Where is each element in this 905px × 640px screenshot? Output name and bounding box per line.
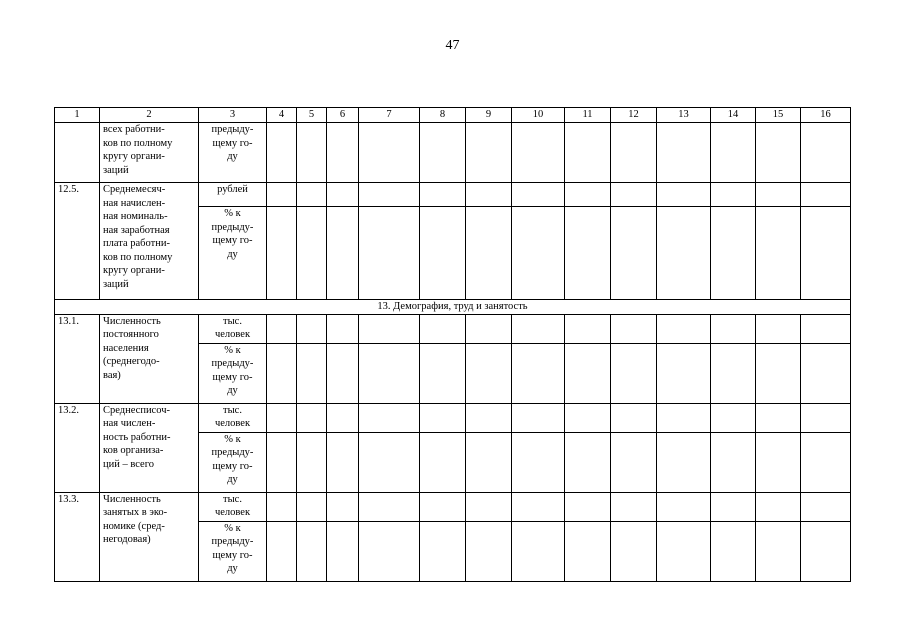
data-cell [359, 314, 420, 343]
data-cell [359, 343, 420, 403]
data-cell [711, 123, 756, 183]
data-cell [611, 183, 657, 207]
column-number-2 [100, 108, 199, 123]
indicator-name [100, 123, 199, 183]
row-number [55, 183, 100, 300]
unit-cell-text: тыс. человек [214, 493, 251, 518]
data-cell [466, 183, 512, 207]
column-number-13-text: 13 [678, 109, 689, 120]
data-cell [611, 123, 657, 183]
unit-cell-text: тыс. человек [214, 315, 251, 340]
unit-cell-text: предыду- щему го- ду [211, 124, 254, 162]
section-header [55, 300, 851, 315]
unit-cell [199, 314, 267, 343]
data-cell [267, 207, 297, 300]
unit-cell [199, 521, 267, 581]
column-number-13 [657, 108, 711, 123]
data-cell [657, 183, 711, 207]
data-cell [297, 123, 327, 183]
row-number-text: 12.5. [58, 184, 79, 195]
data-cell [512, 183, 565, 207]
column-number-2-text: 2 [146, 109, 152, 120]
row-number-text: 13.3. [58, 493, 79, 505]
data-cell [657, 492, 711, 521]
column-number-6-text: 6 [339, 109, 346, 120]
data-cell [327, 403, 359, 432]
data-cell [512, 521, 565, 581]
data-cell [565, 492, 611, 521]
data-cell [466, 343, 512, 403]
column-number-5-text: 5 [308, 109, 315, 120]
data-cell [756, 343, 801, 403]
column-number-7 [359, 108, 420, 123]
page-number: 47 [445, 38, 460, 53]
data-cell [801, 403, 851, 432]
data-cell [297, 314, 327, 343]
data-cell [512, 492, 565, 521]
data-cell [420, 207, 466, 300]
data-cell [327, 207, 359, 300]
row-number [55, 314, 100, 403]
data-cell [512, 207, 565, 300]
unit-cell [199, 343, 267, 403]
data-cell [565, 183, 611, 207]
data-cell [327, 183, 359, 207]
indicator-name [100, 403, 199, 492]
data-cell [297, 492, 327, 521]
data-cell [756, 492, 801, 521]
data-cell [711, 492, 756, 521]
data-cell [611, 432, 657, 492]
unit-cell-text: тыс. человек [214, 404, 251, 429]
unit-cell [199, 183, 267, 207]
table-row [55, 123, 851, 183]
unit-cell [199, 403, 267, 432]
indicator-name-text: Численность постоянного населения (среднегодо- вая) [103, 315, 161, 381]
data-cell [267, 343, 297, 403]
data-cell [327, 123, 359, 183]
data-cell [801, 123, 851, 183]
column-number-1-text: 1 [74, 109, 80, 120]
data-cell [359, 492, 420, 521]
data-cell [512, 314, 565, 343]
data-cell [297, 432, 327, 492]
section-header-text: 13. Демография, труд и занятость [377, 301, 528, 312]
data-cell [756, 207, 801, 300]
data-cell [297, 521, 327, 581]
data-cell [466, 207, 512, 300]
data-cell [420, 343, 466, 403]
data-cell [420, 432, 466, 492]
table-row [55, 314, 851, 343]
table-body [55, 108, 851, 582]
indicator-name-text: Численность занятых в эко- номике (сред- негодовая) [103, 493, 168, 545]
data-cell [420, 492, 466, 521]
statistics-table [54, 107, 851, 582]
data-cell [711, 403, 756, 432]
data-cell [565, 314, 611, 343]
data-cell [756, 521, 801, 581]
column-number-4 [267, 108, 297, 123]
data-cell [801, 432, 851, 492]
data-cell [420, 521, 466, 581]
data-cell [611, 403, 657, 432]
data-cell [297, 343, 327, 403]
data-cell [611, 492, 657, 521]
data-cell [512, 343, 565, 403]
unit-cell [199, 123, 267, 183]
data-cell [657, 207, 711, 300]
table-row [55, 183, 851, 207]
table-row [55, 403, 851, 432]
data-cell [359, 123, 420, 183]
column-number-4-text: 4 [278, 109, 285, 120]
unit-cell-text: % к предыду- щему го- ду [211, 433, 254, 485]
column-number-10 [512, 108, 565, 123]
column-number-16 [801, 108, 851, 123]
data-cell [327, 432, 359, 492]
column-number-12-text: 12 [628, 109, 639, 120]
data-cell [466, 521, 512, 581]
data-cell [801, 343, 851, 403]
data-cell [267, 521, 297, 581]
unit-cell [199, 207, 267, 300]
data-cell [565, 403, 611, 432]
data-cell [327, 521, 359, 581]
data-cell [657, 521, 711, 581]
data-cell [565, 432, 611, 492]
data-cell [420, 123, 466, 183]
data-cell [611, 314, 657, 343]
column-number-15 [756, 108, 801, 123]
column-number-10-text: 10 [532, 109, 544, 120]
data-cell [611, 521, 657, 581]
indicator-name-text: всех работни- ков по полному кругу органи- заций [103, 124, 173, 176]
column-number-3-text: 3 [229, 109, 236, 120]
data-cell [711, 432, 756, 492]
column-number-3 [199, 108, 267, 123]
column-number-14 [711, 108, 756, 123]
column-number-8-text: 8 [439, 109, 446, 120]
data-cell [657, 432, 711, 492]
data-cell [420, 403, 466, 432]
column-number-1 [55, 108, 100, 123]
data-cell [756, 403, 801, 432]
data-cell [267, 123, 297, 183]
data-cell [512, 432, 565, 492]
data-cell [565, 207, 611, 300]
data-cell [801, 207, 851, 300]
table-row [55, 300, 851, 315]
data-cell [565, 343, 611, 403]
indicator-name [100, 183, 199, 300]
data-cell [711, 343, 756, 403]
column-number-8 [420, 108, 466, 123]
unit-cell-text: рублей [217, 184, 248, 195]
data-cell [801, 314, 851, 343]
column-number-12 [611, 108, 657, 123]
unit-cell-text: % к предыду- щему го- ду [211, 522, 254, 574]
data-cell [297, 183, 327, 207]
data-cell [466, 123, 512, 183]
data-cell [711, 183, 756, 207]
data-cell [267, 432, 297, 492]
data-cell [512, 403, 565, 432]
column-number-11 [565, 108, 611, 123]
data-cell [359, 521, 420, 581]
row-number-text: 13.1. [58, 315, 79, 327]
column-number-9-text: 9 [485, 109, 492, 120]
data-cell [267, 403, 297, 432]
column-number-11-text: 11 [582, 109, 593, 120]
data-cell [359, 183, 420, 207]
unit-cell [199, 432, 267, 492]
data-cell [711, 207, 756, 300]
row-number [55, 492, 100, 581]
data-cell [756, 123, 801, 183]
column-number-6 [327, 108, 359, 123]
data-cell [565, 123, 611, 183]
data-cell [420, 314, 466, 343]
column-number-5 [297, 108, 327, 123]
data-cell [466, 492, 512, 521]
data-cell [297, 207, 327, 300]
data-cell [466, 432, 512, 492]
data-cell [801, 492, 851, 521]
data-cell [359, 207, 420, 300]
data-cell [466, 403, 512, 432]
data-cell [611, 207, 657, 300]
data-cell [657, 123, 711, 183]
row-number-text: 13.2. [58, 404, 79, 416]
data-cell [801, 183, 851, 207]
data-cell [267, 492, 297, 521]
data-cell [657, 343, 711, 403]
header-row [55, 108, 851, 123]
data-cell [359, 432, 420, 492]
data-cell [267, 183, 297, 207]
data-cell [611, 343, 657, 403]
column-number-14-text: 14 [727, 109, 739, 120]
data-cell [327, 314, 359, 343]
data-cell [756, 183, 801, 207]
indicator-name-text: Среднесписоч- ная числен- ность работни- ков организа- ций – всего [103, 404, 171, 470]
data-cell [359, 403, 420, 432]
unit-cell-text: % к предыду- щему го- ду [211, 344, 254, 396]
data-cell [420, 183, 466, 207]
column-number-9 [466, 108, 512, 123]
unit-cell-text: % к предыду- щему го- ду [211, 208, 254, 260]
indicator-name [100, 492, 199, 581]
data-cell [657, 403, 711, 432]
data-cell [565, 521, 611, 581]
data-cell [756, 432, 801, 492]
data-cell [512, 123, 565, 183]
data-cell [267, 314, 297, 343]
data-cell [711, 314, 756, 343]
data-cell [466, 314, 512, 343]
data-cell [756, 314, 801, 343]
indicator-name-text: Среднемесяч- ная начислен- ная номиналь- ная заработная плата работни- ков по полному кругу органи- заций [103, 184, 173, 290]
data-cell [297, 403, 327, 432]
data-cell [657, 314, 711, 343]
data-cell [711, 521, 756, 581]
indicator-name [100, 314, 199, 403]
column-number-7-text: 7 [386, 109, 392, 120]
data-cell [801, 521, 851, 581]
table-row [55, 492, 851, 521]
column-number-15-text: 15 [772, 109, 784, 120]
data-cell [327, 343, 359, 403]
row-number-cell [55, 123, 100, 183]
unit-cell [199, 492, 267, 521]
column-number-16-text: 16 [820, 109, 831, 120]
data-cell [327, 492, 359, 521]
row-number [55, 403, 100, 492]
